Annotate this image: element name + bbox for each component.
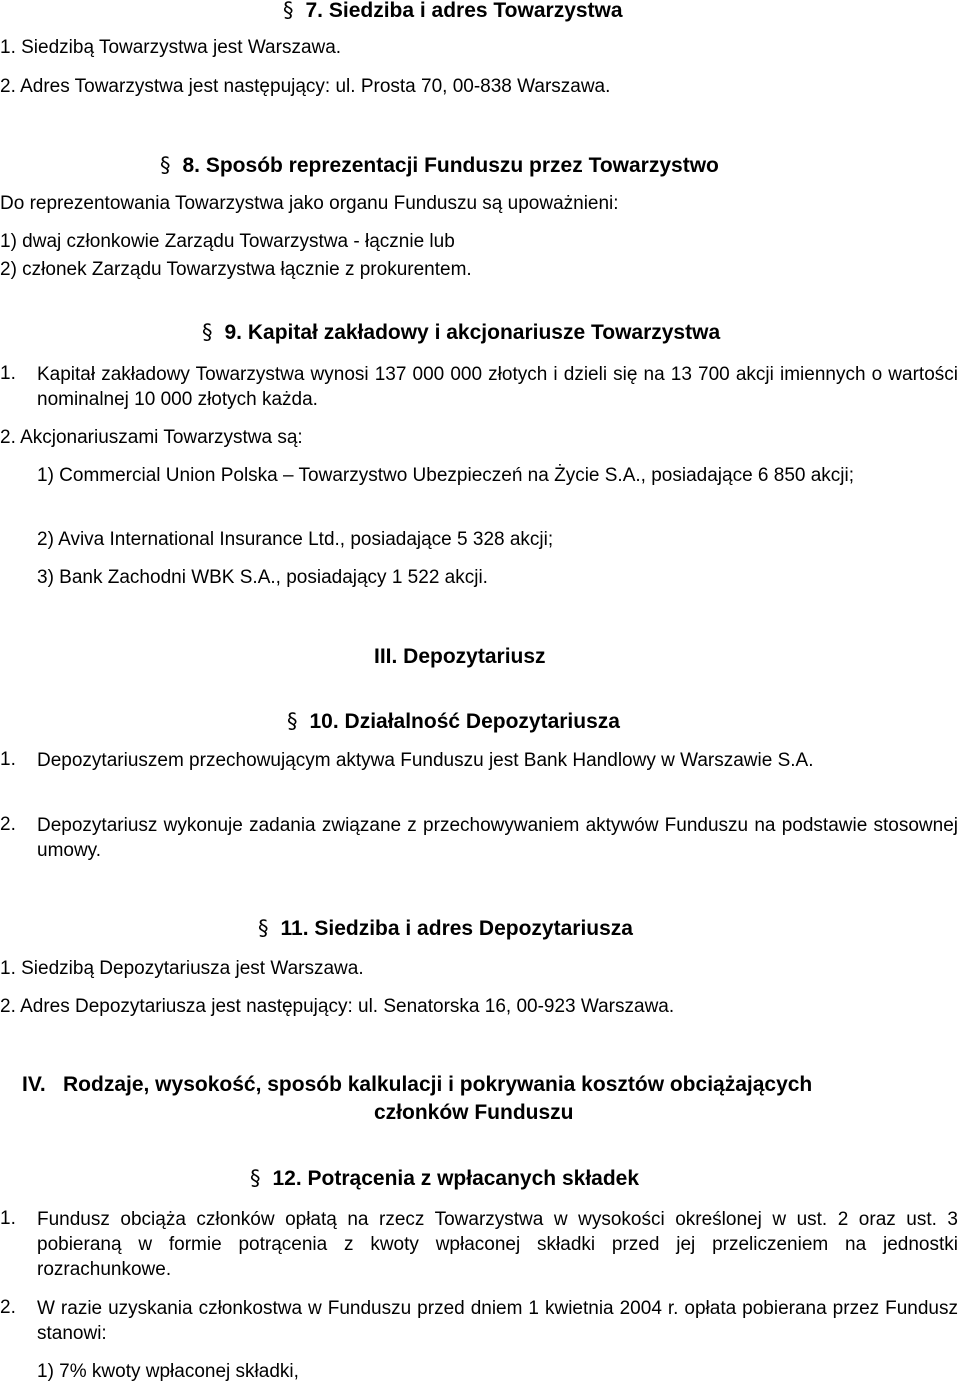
s7-item-2: 2. Adres Towarzystwa jest następujący: ul. Prosta 70, 00-838 Warszawa. bbox=[0, 76, 611, 97]
section-12-heading bbox=[250, 1165, 639, 1192]
shareholder-2: 2) Aviva International Insurance Ltd., posiadające 5 328 akcji; bbox=[37, 529, 554, 550]
s10-item-2-number: 2. bbox=[0, 814, 16, 835]
shareholder-1: 1) Commercial Union Polska – Towarzystwo Ubezpieczeń na Życie S.A., posiadające 6 850 akcji; bbox=[37, 465, 855, 486]
s8-item-2: 2) członek Zarządu Towarzystwa łącznie z prokurentem. bbox=[0, 259, 472, 280]
s8-intro: Do reprezentowania Towarzystwa jako organu Funduszu są upoważnieni: bbox=[0, 193, 619, 214]
section-7-heading bbox=[283, 0, 623, 24]
section-12-title: 12. Potrącenia z wpłacanych składek bbox=[272, 1167, 640, 1190]
section-11-heading bbox=[258, 915, 633, 942]
s12-item-1-number: 1. bbox=[0, 1208, 16, 1229]
s10-item-1-number: 1. bbox=[0, 749, 16, 770]
part-4-title-line-2: członków Funduszu bbox=[374, 1101, 574, 1124]
section-10-title: 10. Działalność Depozytariusza bbox=[309, 710, 620, 733]
section-8-title: 8. Sposób reprezentacji Funduszu przez Towarzystwo bbox=[182, 154, 719, 177]
section-10-heading bbox=[287, 708, 620, 735]
section-9-heading bbox=[202, 319, 720, 346]
s9-item-1-text: Kapitał zakładowy Towarzystwa wynosi 137 000 000 złotych i dzieli się na 13 700 akcji imiennych o wartości nominalnej 10 000 złotych każda. bbox=[37, 364, 958, 410]
s12-item-1-text: Fundusz obciąża członków opłatą na rzecz Towarzystwa w wysokości określonej w ust. 2 oraz ust. 3 pobieraną w formie potrącenia z kwoty wpłaconej składki przed jej przeliczeniem na jednostki rozrachunkowe. bbox=[37, 1209, 958, 1280]
part-4-number: IV. bbox=[22, 1073, 46, 1096]
section-11-title: 11. Siedziba i adres Depozytariusza bbox=[280, 917, 633, 940]
s10-item-2-text: Depozytariusz wykonuje zadania związane z przechowywaniem aktywów Funduszu na podstawie stosownej umowy. bbox=[37, 815, 958, 861]
section-9-title: 9. Kapitał zakładowy i akcjonariusze Towarzystwa bbox=[224, 321, 721, 344]
s8-item-1: 1) dwaj członkowie Zarządu Towarzystwa - łącznie lub bbox=[0, 231, 455, 252]
section-symbol: § bbox=[287, 709, 298, 733]
part-3-heading: III. Depozytariusz bbox=[374, 645, 546, 668]
section-symbol: § bbox=[283, 0, 294, 22]
shareholder-3: 3) Bank Zachodni WBK S.A., posiadający 1 522 akcji. bbox=[37, 567, 488, 588]
section-symbol: § bbox=[250, 1166, 261, 1190]
section-symbol: § bbox=[258, 916, 269, 940]
s11-item-2: 2. Adres Depozytariusza jest następujący: ul. Senatorska 16, 00-923 Warszawa. bbox=[0, 996, 675, 1017]
section-7-title: 7. Siedziba i adres Towarzystwa bbox=[305, 0, 623, 22]
s12-item-2-text: W razie uzyskania członkostwa w Funduszu przed dniem 1 kwietnia 2004 r. opłata pobierana przez Fundusz stanowi: bbox=[37, 1298, 958, 1344]
s9-item-2: 2. Akcjonariuszami Towarzystwa są: bbox=[0, 427, 303, 448]
section-symbol: § bbox=[160, 153, 171, 177]
s9-item-1-number: 1. bbox=[0, 363, 16, 384]
part-4-title-line-1: Rodzaje, wysokość, sposób kalkulacji i pokrywania kosztów obciążających bbox=[63, 1073, 813, 1096]
s11-item-1: 1. Siedzibą Depozytariusza jest Warszawa. bbox=[0, 958, 364, 979]
s12-subitem-1: 1) 7% kwoty wpłaconej składki, bbox=[37, 1361, 299, 1382]
section-symbol: § bbox=[202, 320, 213, 344]
section-8-heading bbox=[160, 152, 719, 179]
s10-item-1-text: Depozytariuszem przechowującym aktywa Funduszu jest Bank Handlowy w Warszawie S.A. bbox=[37, 750, 814, 771]
s12-item-2-number: 2. bbox=[0, 1297, 16, 1318]
s7-item-1: 1. Siedzibą Towarzystwa jest Warszawa. bbox=[0, 37, 342, 58]
